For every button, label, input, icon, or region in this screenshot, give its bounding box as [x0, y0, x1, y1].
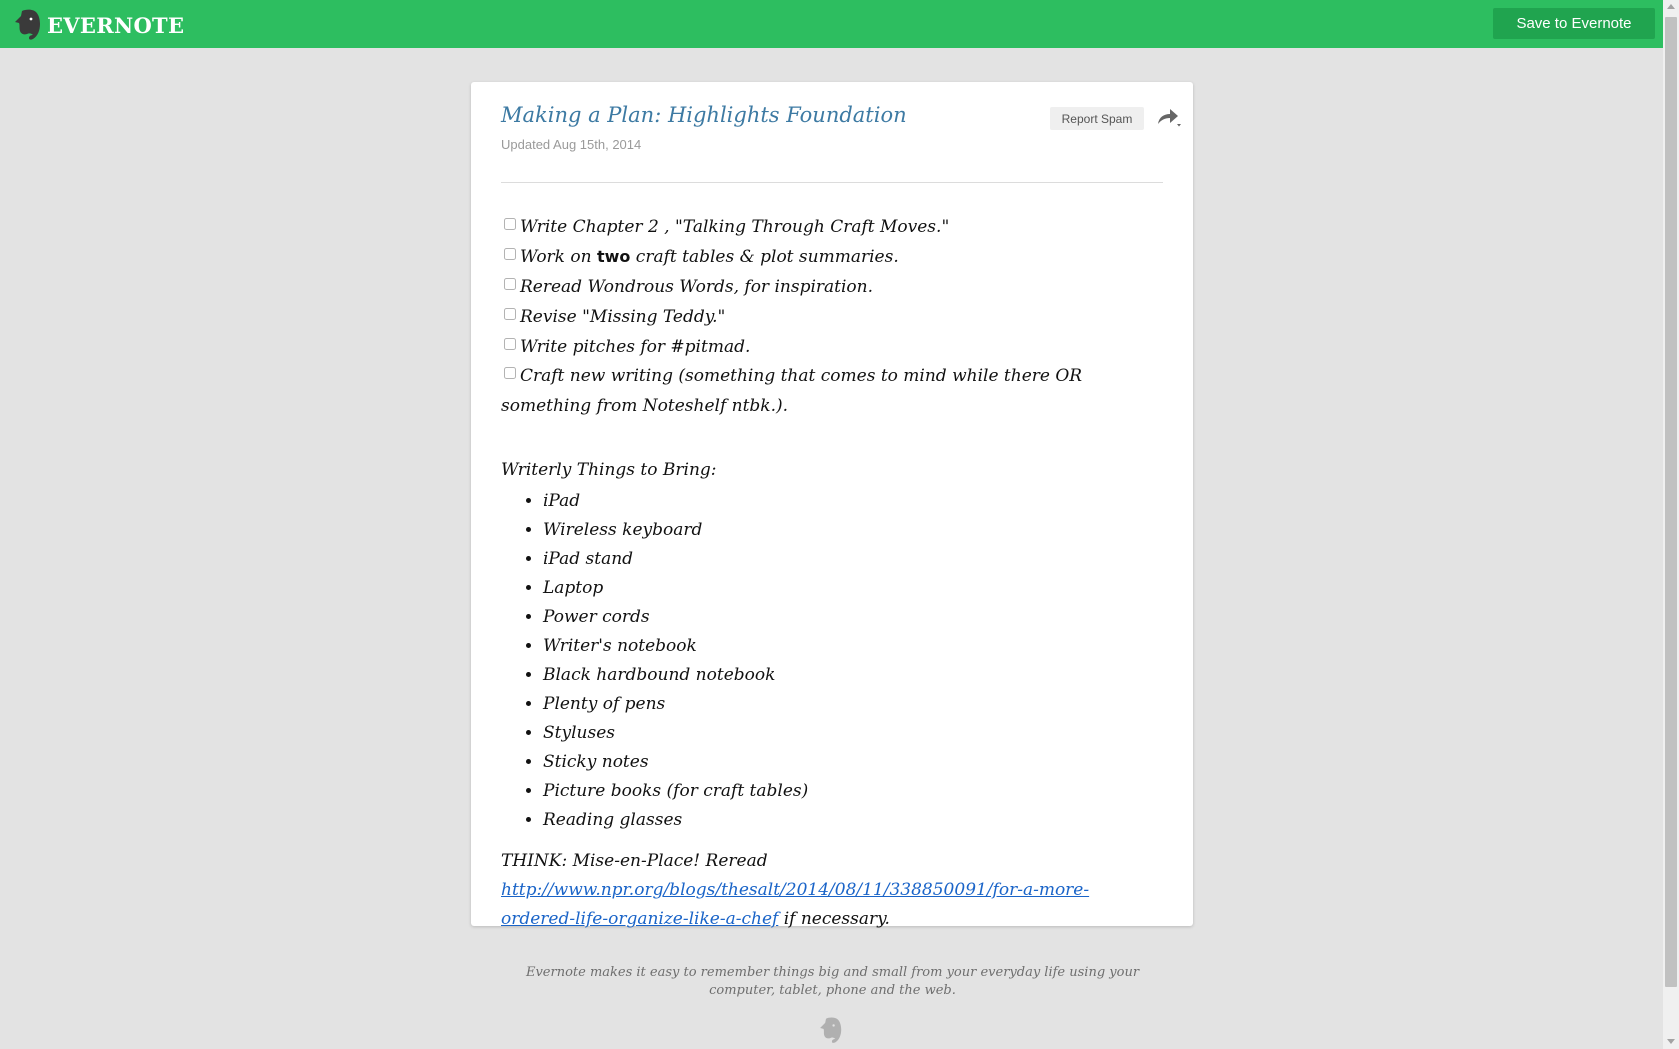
scrollbar[interactable]: [1663, 0, 1679, 1049]
note-card: [471, 82, 1193, 929]
footer-tagline: Evernote makes it easy to remember things big and small from your everyday life using your computer, tablet, phone and the web.: [525, 965, 1140, 998]
evernote-logo[interactable]: [15, 9, 184, 41]
scrollbar-thumb[interactable]: [1665, 17, 1677, 987]
todo-item: [501, 302, 1163, 332]
todo-text-pre: Work on: [520, 247, 597, 267]
list-item: • Sticky notes: [543, 748, 1163, 777]
note-content: [501, 212, 1163, 934]
save-to-evernote-button[interactable]: Save to Evernote: [1493, 8, 1655, 39]
think-suffix: if necessary.: [778, 909, 890, 929]
todo-text-pre: Reread: [520, 277, 588, 297]
todo-text-pre: Craft new writing (something that comes to mind while there OR something from Noteshelf ntbk.).: [501, 366, 1083, 416]
todo-text-pre: Write pitches for #pitmad.: [520, 337, 751, 357]
todo-item: [501, 332, 1163, 362]
think-prefix: THINK: Mise-en-Place! Reread: [501, 851, 768, 871]
list-item: • Picture books (for craft tables): [543, 777, 1163, 806]
list-item: • Styluses: [543, 719, 1163, 748]
todo-item: [501, 212, 1163, 242]
todo-text-pre: Revise "Missing Teddy.": [520, 307, 726, 327]
list-item: • Writer's notebook: [543, 632, 1163, 661]
todo-text-bold: two: [596, 247, 631, 266]
note-updated-date: Updated Aug 15th, 2014: [501, 137, 642, 152]
header-divider: [501, 182, 1163, 183]
share-button[interactable]: [1156, 106, 1182, 128]
list-item: • Reading glasses: [543, 806, 1163, 835]
todo-text-post: craft tables & plot summaries.: [630, 247, 899, 267]
todo-text-post: , for inspiration.: [733, 277, 874, 297]
todo-item: [501, 242, 1163, 272]
share-arrow-icon: [1156, 106, 1182, 128]
list-item: • Power cords: [543, 603, 1163, 632]
list-item: • Black hardbound notebook: [543, 661, 1163, 690]
evernote-elephant-icon: [15, 9, 42, 41]
scroll-down-icon[interactable]: [1667, 1039, 1675, 1044]
list-item: • iPad stand: [543, 545, 1163, 574]
note-title: Making a Plan: Highlights Foundation: [501, 103, 907, 127]
todo-item: [501, 272, 1163, 302]
npr-link[interactable]: http://www.npr.org/blogs/thesalt/2014/08/11/338850091/for-a-more-ordered-life-organize-like-a-chef: [501, 880, 1090, 929]
bring-list: [501, 487, 1163, 835]
brand-name: EVERNOTE: [47, 12, 185, 38]
todo-checkbox[interactable]: [504, 248, 516, 260]
footer-elephant-icon[interactable]: [820, 1017, 843, 1044]
top-bar: [0, 0, 1663, 48]
todo-text-emph: Wondrous Words: [587, 277, 734, 297]
think-paragraph: [501, 847, 1163, 934]
list-item: • Wireless keyboard: [543, 516, 1163, 545]
list-item: • Laptop: [543, 574, 1163, 603]
todo-checkbox[interactable]: [504, 338, 516, 350]
todo-list: [501, 212, 1163, 421]
list-item: • Plenty of pens: [543, 690, 1163, 719]
todo-checkbox[interactable]: [504, 278, 516, 290]
todo-item: [501, 362, 1163, 421]
bring-list-title: Writerly Things to Bring:: [501, 460, 717, 480]
todo-checkbox[interactable]: [504, 367, 516, 379]
todo-checkbox[interactable]: [504, 218, 516, 230]
report-spam-button[interactable]: Report Spam: [1050, 107, 1144, 130]
scroll-up-icon[interactable]: [1667, 4, 1675, 9]
list-item: • iPad: [543, 487, 1163, 516]
todo-checkbox[interactable]: [504, 308, 516, 320]
todo-text-pre: Write Chapter 2 , "Talking Through Craft Moves.": [520, 217, 950, 237]
